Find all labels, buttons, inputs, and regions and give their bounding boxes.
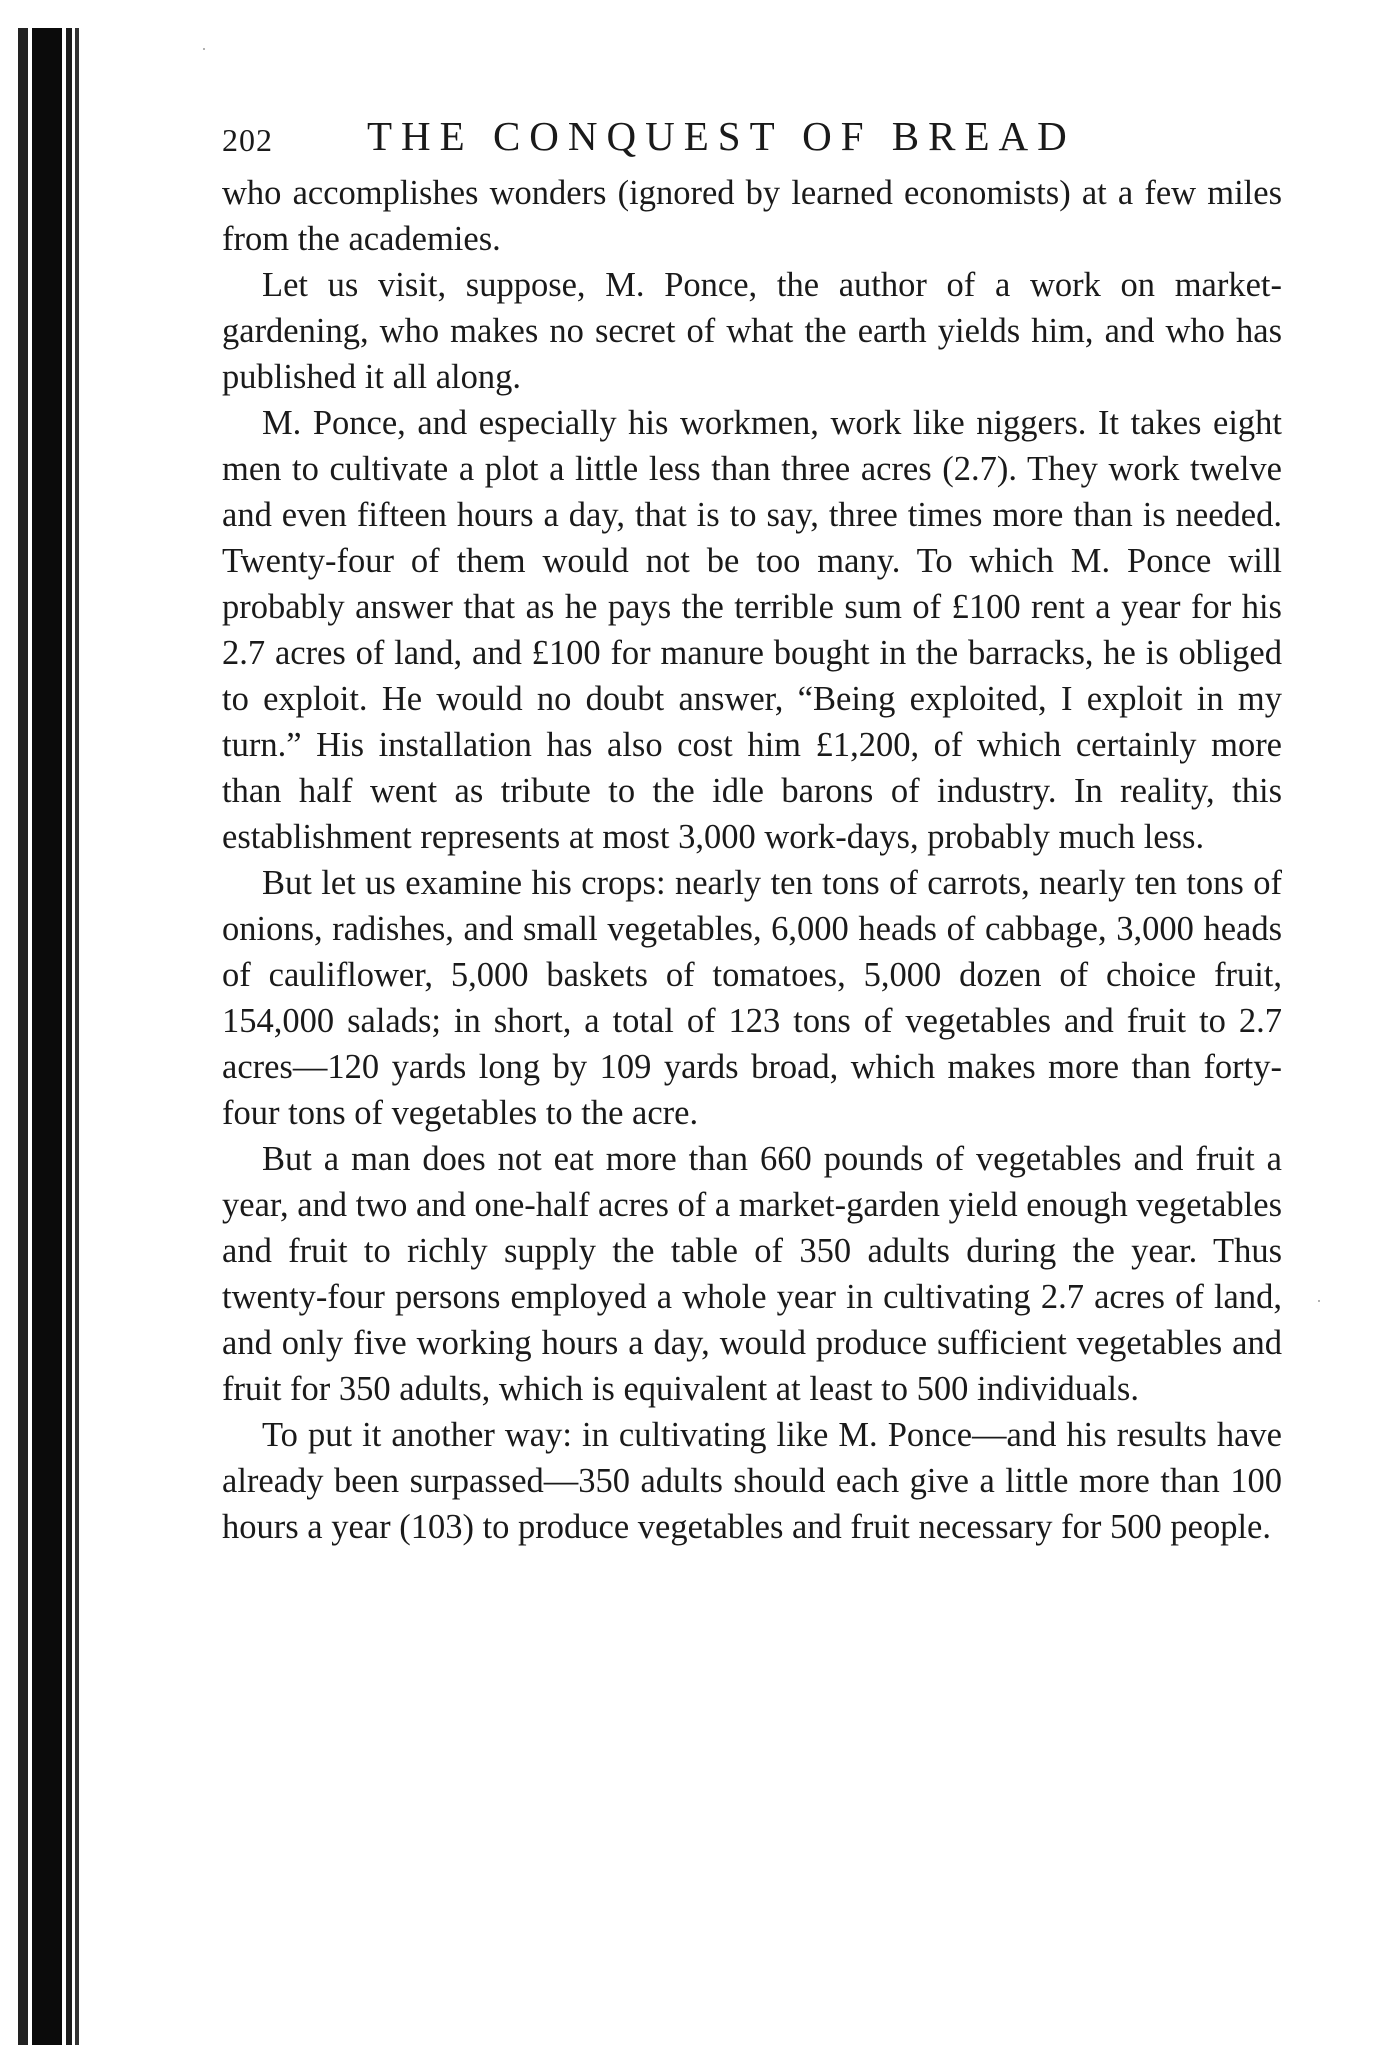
paragraph: But a man does not eat more than 660 pounds of vegetables and fruit a year, and two and one-half acres of a market-garden yield enough vegetables and fruit to richly supply the table of 350 adults during the year. Thus twenty-four persons employed a whole year in cultivating 2.7 acres of land, and only five working hours a day, would produce sufficient vegetables and fruit for 350 adults, which is equivalent at least to 500 individuals. <box>222 1140 1282 1408</box>
book-binding-edge <box>18 28 80 2045</box>
binding-stripe <box>18 28 28 2045</box>
page-number: 202 <box>222 122 273 158</box>
paper-speck <box>1318 1300 1320 1302</box>
page-header <box>222 108 1282 170</box>
paragraph: To put it another way: in cultivating like M. Ponce—and his results have already been surpassed—350 adults should each give a little more than 100 hours a year (103) to produce vegetables and fruit necessary for 500 people. <box>222 1416 1282 1546</box>
binding-stripe <box>32 28 62 2045</box>
paragraph: But let us examine his crops: nearly ten tons of carrots, nearly ten tons of onions, radishes, and small vegetables, 6,000 heads of cabbage, 3,000 heads of cauliflower, 5,000 baskets of tomatoes, 5,000 dozen of choice fruit, 154,000 salads; in short, a total of 123 tons of vegetables and fruit to 2.7 acres—120 yards long by 109 yards broad, which makes more than forty-four tons of vegetables to the acre. <box>222 864 1282 1132</box>
binding-stripe <box>66 28 72 2045</box>
binding-stripe <box>75 28 79 2045</box>
paragraph: who accomplishes wonders (ignored by learned economists) at a few miles from the academies. <box>222 174 1282 258</box>
running-head: THE CONQUEST OF BREAD <box>367 113 1076 159</box>
paragraph: Let us visit, suppose, M. Ponce, the author of a work on market-gardening, who makes no secret of what the earth yields him, and who has published it all along. <box>222 266 1282 396</box>
body-text <box>222 170 1282 1550</box>
book-page <box>222 108 1282 1550</box>
paper-speck <box>203 48 205 50</box>
paragraph: M. Ponce, and especially his workmen, work like niggers. It takes eight men to cultivate a plot a little less than three acres (2.7). They work twelve and even fifteen hours a day, that is to say, three times more than is needed. Twenty-four of them would not be too many. To which M. Ponce will probably answer that as he pays the terrible sum of £100 rent a year for his 2.7 acres of land, and £100 for manure bought in the barracks, he is obliged to exploit. He would no doubt answer, “Being exploited, I exploit in my turn.” His installation has also cost him £1,200, of which certainly more than half went as tribute to the idle barons of industry. In reality, this establishment represents at most 3,000 work-days, probably much less. <box>222 404 1282 856</box>
